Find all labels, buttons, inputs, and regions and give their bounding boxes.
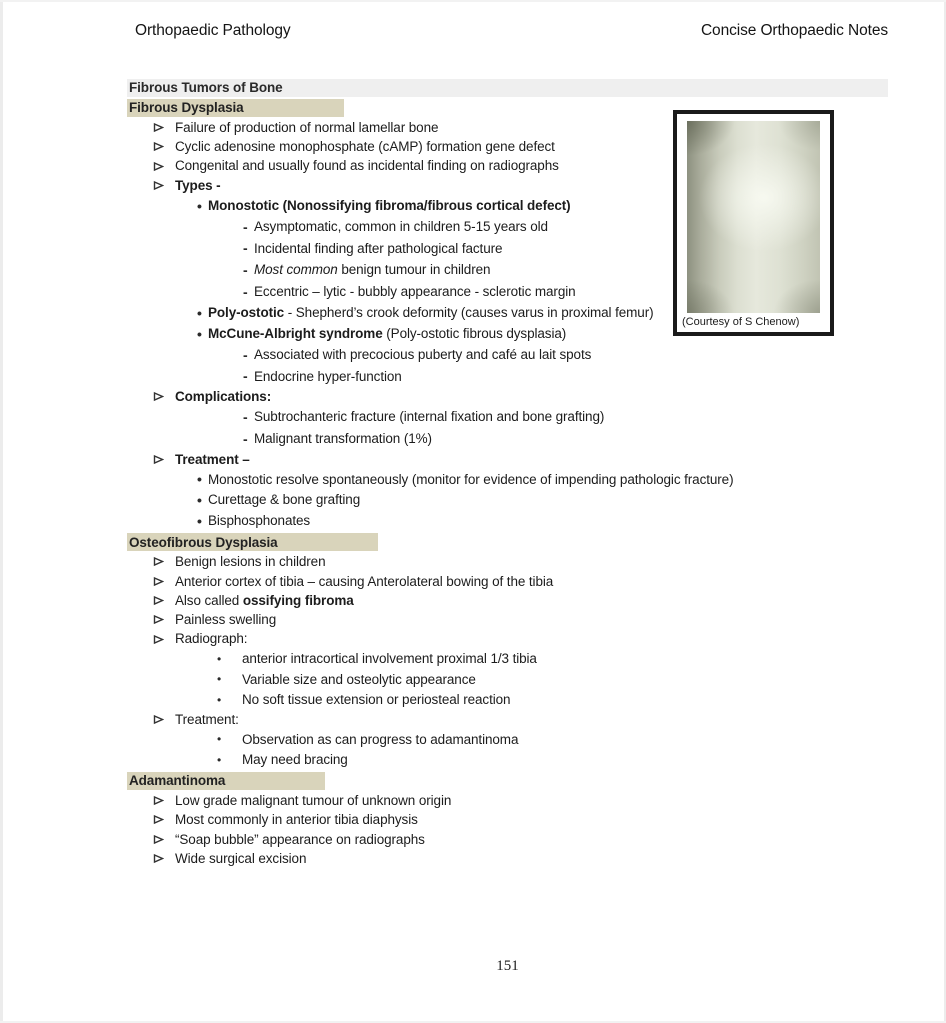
text-segment: Osteofibrous Dysplasia xyxy=(129,534,278,550)
dot-bullet-icon: • xyxy=(197,304,202,321)
list-item xyxy=(127,669,888,689)
text-run xyxy=(208,306,654,320)
dot-bullet-icon: • xyxy=(197,197,202,214)
text-run xyxy=(175,140,555,154)
dot-bullet-icon: • xyxy=(197,492,202,509)
list-item xyxy=(127,552,888,571)
dash-bullet-icon: - xyxy=(243,346,248,363)
text-segment: Complications: xyxy=(175,389,272,405)
list-item xyxy=(127,490,888,511)
list-item xyxy=(127,791,888,810)
list-item xyxy=(127,649,888,669)
text-segment: Painless swelling xyxy=(175,612,277,628)
arrow-bullet-icon xyxy=(153,180,175,191)
dot-bullet-icon: • xyxy=(217,672,222,687)
arrow-bullet-icon xyxy=(153,634,175,645)
text-run xyxy=(208,199,571,213)
text-run xyxy=(254,220,548,234)
text-segment: Endocrine hyper-function xyxy=(254,368,402,384)
text-segment: Low grade malignant tumour of unknown origin xyxy=(175,792,452,808)
text-run xyxy=(175,390,271,404)
header-title-right: Concise Orthopaedic Notes xyxy=(700,22,888,39)
text-segment: benign tumour in children xyxy=(337,262,491,278)
text-segment: anterior intracortical involvement proximal 1/3 tibia xyxy=(242,651,537,667)
dot-bullet-icon: • xyxy=(217,752,222,767)
dot-bullet-icon: • xyxy=(217,692,222,707)
text-segment: Congenital and usually found as incidental finding on radiographs xyxy=(175,158,559,174)
text-run xyxy=(175,555,326,569)
list-item xyxy=(127,428,888,450)
list-item xyxy=(127,450,888,469)
arrow-bullet-icon xyxy=(153,556,175,567)
dash-bullet-icon: - xyxy=(243,240,248,257)
text-segment: Benign lesions in children xyxy=(175,554,326,570)
text-run xyxy=(175,833,425,847)
text-run xyxy=(175,713,239,727)
text-run xyxy=(175,852,306,866)
text-segment: Types - xyxy=(175,177,221,193)
list-item xyxy=(127,572,888,591)
text-segment: Also called xyxy=(175,592,243,608)
text-segment: Cyclic adenosine monophosphate (cAMP) formation gene defect xyxy=(175,139,555,155)
arrow-bullet-icon xyxy=(153,454,175,465)
arrow-bullet-icon xyxy=(153,161,175,172)
text-run xyxy=(254,370,402,384)
list-item xyxy=(127,511,888,532)
page-edge-left xyxy=(0,0,3,1023)
text-run xyxy=(175,794,451,808)
section-bar xyxy=(127,79,888,97)
text-run xyxy=(242,693,510,707)
text-segment: Fibrous Dysplasia xyxy=(129,100,244,116)
text-run xyxy=(208,514,310,528)
text-segment: (Poly-ostotic fibrous dysplasia) xyxy=(382,325,567,341)
text-run xyxy=(175,813,418,827)
text-run xyxy=(254,432,432,446)
text-segment: Monostotic (Nonossifying fibroma/fibrous cortical defect) xyxy=(208,197,571,213)
page-number: 151 xyxy=(496,958,519,974)
text-run xyxy=(175,613,276,627)
list-item xyxy=(127,366,888,388)
text-run xyxy=(208,473,734,487)
text-segment: ossifying fibroma xyxy=(242,592,354,608)
dot-bullet-icon: • xyxy=(217,732,222,747)
text-run xyxy=(242,753,348,767)
header-title-left: Orthopaedic Pathology xyxy=(135,22,291,39)
arrow-bullet-icon xyxy=(153,834,175,845)
text-run xyxy=(254,348,591,362)
text-segment: Anterior cortex of tibia – causing Anterolateral bowing of the tibia xyxy=(175,573,554,589)
text-segment: Incidental finding after pathological facture xyxy=(254,240,503,256)
dot-bullet-icon: • xyxy=(197,512,202,529)
page-edge-top xyxy=(0,0,946,2)
arrow-bullet-icon xyxy=(153,814,175,825)
text-run xyxy=(208,327,566,341)
text-run xyxy=(242,652,537,666)
text-segment: Treatment: xyxy=(175,711,239,727)
list-item xyxy=(127,710,888,729)
list-item xyxy=(127,810,888,829)
text-segment: Adamantinoma xyxy=(129,773,226,789)
list-item xyxy=(127,406,888,428)
subsection-heading xyxy=(127,772,325,790)
text-segment: - Shepherd’s crook deformity (causes varus in proximal femur) xyxy=(284,305,654,320)
dash-bullet-icon: - xyxy=(243,368,248,385)
text-run xyxy=(127,81,283,95)
text-segment: Monostotic resolve spontaneously (monitor for evidence of impending pathologic fracture) xyxy=(208,471,734,487)
list-item xyxy=(127,610,888,629)
xray-figure xyxy=(673,110,834,336)
text-segment: Associated with precocious puberty and café au lait spots xyxy=(254,347,592,362)
text-segment: Variable size and osteolytic appearance xyxy=(242,671,476,687)
list-item xyxy=(127,849,888,868)
text-run xyxy=(242,733,518,747)
dash-bullet-icon: - xyxy=(243,261,248,278)
xray-image xyxy=(687,121,820,313)
list-item xyxy=(127,830,888,849)
subsection-heading xyxy=(127,99,344,117)
text-run xyxy=(129,101,244,115)
text-run xyxy=(175,121,438,135)
text-run xyxy=(129,536,278,550)
dot-bullet-icon: • xyxy=(197,325,202,342)
list-item xyxy=(127,344,888,366)
text-segment: Fibrous Tumors of Bone xyxy=(129,80,283,96)
text-segment: May need bracing xyxy=(242,752,348,768)
arrow-bullet-icon xyxy=(153,795,175,806)
list-item xyxy=(127,729,888,749)
list-item xyxy=(127,630,888,649)
text-segment: Most common xyxy=(254,262,338,278)
arrow-bullet-icon xyxy=(153,141,175,152)
dash-bullet-icon: - xyxy=(243,409,248,426)
text-segment: Observation as can progress to adamantinoma xyxy=(242,731,519,747)
text-run xyxy=(175,575,553,589)
text-segment: Curettage & bone grafting xyxy=(208,492,361,508)
dot-bullet-icon: • xyxy=(217,651,222,666)
list-item xyxy=(127,387,888,406)
xray-caption: (Courtesy of S Chenow) xyxy=(682,316,800,328)
text-segment: “Soap bubble” appearance on radiographs xyxy=(175,831,425,847)
text-segment: Poly-ostotic xyxy=(208,305,285,320)
arrow-bullet-icon xyxy=(153,576,175,587)
text-run xyxy=(254,263,490,277)
text-run xyxy=(175,594,354,608)
arrow-bullet-icon xyxy=(153,391,175,402)
arrow-bullet-icon xyxy=(153,595,175,606)
text-run xyxy=(242,673,476,687)
dash-bullet-icon: - xyxy=(243,430,248,447)
text-run xyxy=(175,632,247,646)
text-run xyxy=(129,774,225,788)
text-segment: Most commonly in anterior tibia diaphysis xyxy=(175,812,418,828)
text-run xyxy=(175,159,559,173)
text-run xyxy=(208,493,360,507)
arrow-bullet-icon xyxy=(153,714,175,725)
dash-bullet-icon: - xyxy=(243,283,248,300)
text-segment: Failure of production of normal lamellar bone xyxy=(175,119,439,135)
text-run xyxy=(175,179,221,193)
text-segment: Asymptomatic, common in children 5-15 years old xyxy=(254,219,548,235)
list-item xyxy=(127,591,888,610)
text-run xyxy=(254,285,576,299)
arrow-bullet-icon xyxy=(153,614,175,625)
text-segment: Radiograph: xyxy=(175,631,248,647)
text-segment: No soft tissue extension or periosteal reaction xyxy=(242,692,511,708)
text-segment: McCune-Albright syndrome xyxy=(208,325,383,341)
dash-bullet-icon: - xyxy=(243,218,248,235)
text-run xyxy=(254,242,502,256)
text-segment: Malignant transformation (1%) xyxy=(254,431,432,447)
text-run xyxy=(175,453,250,467)
text-segment: Bisphosphonates xyxy=(208,513,311,529)
page-header xyxy=(135,22,888,40)
text-segment: Wide surgical excision xyxy=(175,850,307,866)
dot-bullet-icon: • xyxy=(197,471,202,488)
subsection-heading xyxy=(127,533,378,551)
list-item xyxy=(127,469,888,490)
text-segment: Treatment – xyxy=(175,451,250,467)
arrow-bullet-icon xyxy=(153,853,175,864)
text-segment: Eccentric – lytic - bubbly appearance - sclerotic margin xyxy=(254,283,576,299)
text-run xyxy=(254,410,604,424)
text-segment: Subtrochanteric fracture (internal fixation and bone grafting) xyxy=(254,409,605,425)
list-item xyxy=(127,750,888,770)
arrow-bullet-icon xyxy=(153,122,175,133)
list-item xyxy=(127,690,888,710)
